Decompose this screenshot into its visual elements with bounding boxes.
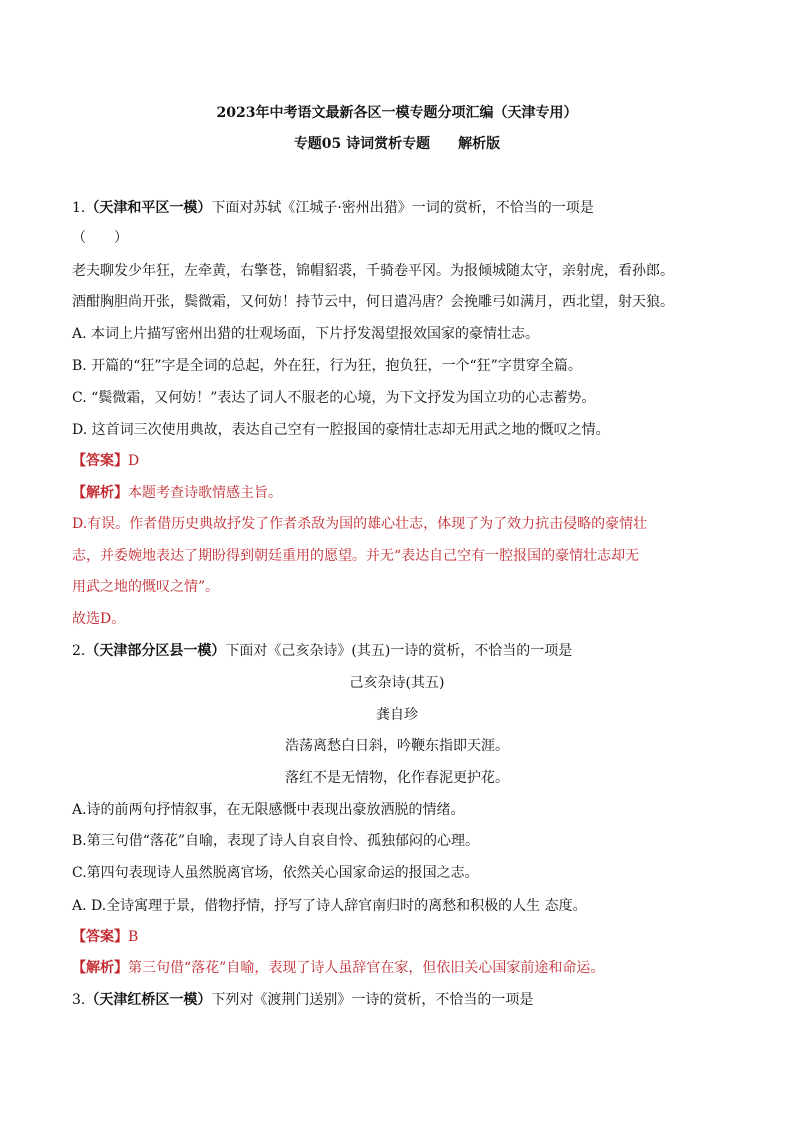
analysis-text: 第三句借“落花”自喻，表现了诗人虽辞官在家，但依旧关心国家前途和命运。 <box>128 960 605 976</box>
analysis-label: 【解析】 <box>72 960 128 976</box>
analysis-text: 本题考查诗歌情感主旨。 <box>128 485 282 501</box>
answer-value: B <box>128 929 139 945</box>
answer-value: D <box>128 453 140 469</box>
question-number: 1. <box>72 200 86 216</box>
document-subtitle: 专题05 诗词赏析专题 解析版 <box>293 136 501 152</box>
analysis-line <box>72 958 732 978</box>
option-c: C. “鬓微霜，又何妨！”表达了词人不服老的心境，为下文抒发为国立功的心志蓄势。 <box>72 390 596 406</box>
option-a: A.诗的前两句抒情叙事，在无限感慨中表现出豪放洒脱的情绪。 <box>72 802 465 818</box>
option-d: D. 这首词三次使用典故，表达自己空有一腔报国的豪情壮志却无用武之地的慨叹之情。 <box>72 422 610 438</box>
analysis-label: 【解析】 <box>72 485 128 501</box>
question-stem: 下列对《渡荆门送别》一诗的赏析，不恰当的一项是 <box>211 992 534 1008</box>
question-source: （天津和平区一模） <box>85 200 212 216</box>
question-3-stem-line <box>72 990 732 1010</box>
poem-title: 己亥杂诗(其五) <box>349 675 445 691</box>
option-d: A. D.全诗寓理于景，借物抒情，抒写了诗人辞官南归时的离愁和积极的人生 态度。 <box>72 898 587 914</box>
poem-author: 龚自珍 <box>376 707 418 723</box>
answer-label: 【答案】 <box>72 453 128 469</box>
option-b: B. 开篇的“狂”字是全词的总起，外在狂，行为狂，抱负狂，一个“狂”字贯穿全篇。 <box>72 358 582 374</box>
answer-label: 【答案】 <box>72 929 128 945</box>
question-stem: 下面对苏轼《江城子·密州出猎》一词的赏析，不恰当的一项是 <box>211 200 594 216</box>
question-number: 3. <box>72 992 86 1008</box>
question-stem: 下面对《己亥杂诗》(其五)一诗的赏析，不恰当的一项是 <box>225 643 573 659</box>
analysis-paragraph-line: 志，并委婉地表达了期盼得到朝廷重用的愿望。并无“表达自己空有一腔报国的豪情壮志却无 <box>72 548 640 564</box>
analysis-paragraph-line: D.有误。作者借历史典故抒发了作者杀敌为国的雄心壮志，体现了为了效力抗击侵略的豪情壮 <box>72 516 648 532</box>
answer-line <box>72 927 732 947</box>
question-1-blank: （ ） <box>72 230 128 246</box>
poem-line: 老夫聊发少年狂，左牵黄，右擎苍，锦帽貂裘，千骑卷平冈。为报倾城随太守，亲射虎，看孙郎。 <box>72 263 674 279</box>
question-2-stem-line <box>72 641 732 661</box>
question-1-stem-line <box>72 198 732 218</box>
poem-line: 落红不是无情物，化作春泥更护花。 <box>285 770 509 786</box>
option-b: B.第三句借“落花”自喻，表现了诗人自哀自怜、孤独郁闷的心理。 <box>72 833 480 849</box>
answer-line <box>72 451 732 471</box>
poem-line: 酒酣胸胆尚开张，鬓微霜，又何妨！持节云中，何日遣冯唐？会挽雕弓如满月，西北望，射天狼。 <box>72 294 674 310</box>
option-c: C.第四句表现诗人虽然脱离官场，依然关心国家命运的报国之志。 <box>72 865 479 881</box>
poem-line: 浩荡离愁白日斜，吟鞭东指即天涯。 <box>285 738 509 754</box>
analysis-paragraph-line: 用武之地的慨叹之情”。 <box>72 579 220 595</box>
question-source: （天津红桥区一模） <box>85 992 212 1008</box>
conclusion-line: 故选D。 <box>72 611 126 627</box>
document-title: 2023年中考语文最新各区一模专题分项汇编（天津专用） <box>216 105 578 121</box>
question-source: （天津部分区县一模） <box>85 643 226 659</box>
question-number: 2. <box>72 643 86 659</box>
analysis-line <box>72 483 732 503</box>
option-a: A. 本词上片描写密州出猎的壮观场面，下片抒发渴望报效国家的豪情壮志。 <box>72 326 540 342</box>
